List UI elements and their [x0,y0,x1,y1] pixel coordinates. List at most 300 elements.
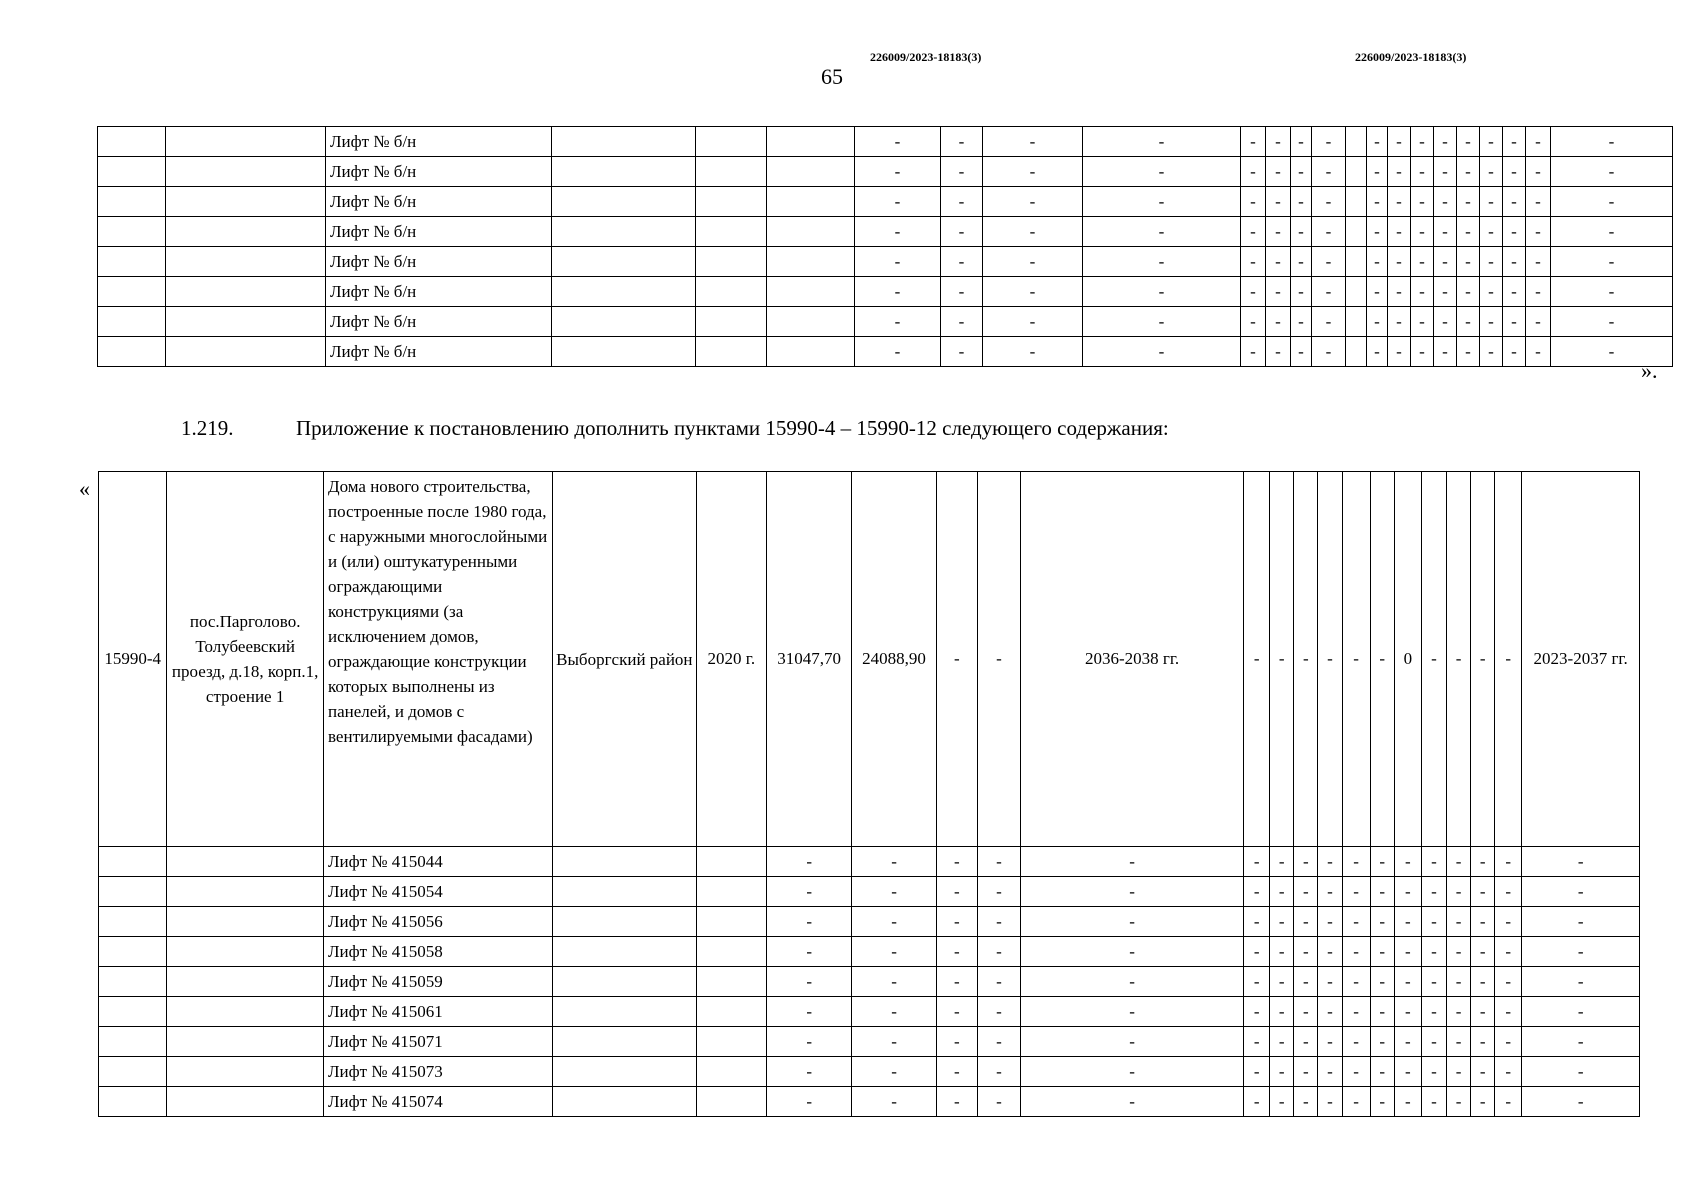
empty-cell [696,937,766,967]
value-cell: - [1244,937,1270,967]
value-cell: - [1021,937,1244,967]
empty-cell [99,967,167,997]
value-cell: - [977,877,1020,907]
value-cell: - [1446,997,1470,1027]
value-cell: - [852,967,936,997]
value-cell: - [941,247,983,277]
value-cell: - [1244,997,1270,1027]
value-cell: - [855,337,941,367]
value-cell: - [852,1087,936,1117]
value-cell: - [1270,847,1294,877]
value-cell: - [1551,337,1673,367]
value-cell: - [1446,937,1470,967]
value-cell: - [1342,937,1370,967]
empty-cell [696,1057,766,1087]
value-cell: - [983,157,1083,187]
lift-row [99,1027,1640,1057]
value-cell [1346,247,1367,277]
value-cell: - [852,847,936,877]
value-cell: - [977,847,1020,877]
empty-cell [99,937,167,967]
work-cell: - [1342,472,1370,847]
empty-cell [696,847,766,877]
value-cell: - [1241,217,1266,247]
lift-row [99,907,1640,937]
value-cell: - [1411,127,1434,157]
lift-row [99,967,1640,997]
value-cell: - [1370,937,1394,967]
value-cell: - [855,157,941,187]
value-cell [1346,337,1367,367]
value-cell: - [1421,937,1446,967]
building-col-1: - [936,472,977,847]
work-cell: - [1370,472,1394,847]
value-cell: - [855,127,941,157]
value-cell: - [1480,337,1503,367]
value-cell: - [1342,907,1370,937]
empty-cell [767,247,855,277]
lift-row [99,877,1640,907]
value-cell: - [1083,157,1241,187]
value-cell: - [936,937,977,967]
value-cell: - [1270,1087,1294,1117]
value-cell: - [936,907,977,937]
value-cell: - [1480,277,1503,307]
empty-cell [696,307,767,337]
empty-cell [696,967,766,997]
value-cell: - [1480,127,1503,157]
value-cell: - [852,1057,936,1087]
value-cell: - [855,187,941,217]
building-col-2: - [977,472,1020,847]
value-cell: - [1083,127,1241,157]
value-cell: - [941,157,983,187]
value-cell: - [1318,1057,1342,1087]
empty-cell [696,157,767,187]
value-cell: - [1394,877,1421,907]
value-cell: - [1342,877,1370,907]
empty-cell [99,1087,167,1117]
value-cell: - [1367,277,1388,307]
value-cell: - [1241,247,1266,277]
value-cell [1346,277,1367,307]
value-cell: - [1312,157,1346,187]
value-cell: - [1480,307,1503,337]
value-cell: - [1495,937,1522,967]
value-cell: - [1312,307,1346,337]
value-cell: - [983,217,1083,247]
value-cell: - [1367,307,1388,337]
value-cell: - [1394,1057,1421,1087]
lift-name: Лифт № б/н [326,337,552,367]
empty-cell [99,1027,167,1057]
value-cell: - [1388,247,1411,277]
work-cell: - [1294,472,1318,847]
lift-row [98,277,1673,307]
value-cell: - [1421,1057,1446,1087]
value-cell: - [983,187,1083,217]
value-cell: - [1241,157,1266,187]
value-cell: - [1522,967,1640,997]
value-cell: - [977,1087,1020,1117]
value-cell: - [1294,997,1318,1027]
value-cell: - [1471,1027,1495,1057]
value-cell: - [766,907,851,937]
value-cell: - [1495,997,1522,1027]
value-cell: - [1495,907,1522,937]
value-cell: - [1457,247,1480,277]
value-cell: - [1291,277,1312,307]
value-cell: - [977,967,1020,997]
value-cell [1346,187,1367,217]
value-cell: - [1312,187,1346,217]
empty-cell [167,877,324,907]
value-cell: - [1291,247,1312,277]
closing-quote: ». [1641,358,1658,383]
value-cell: - [1342,1087,1370,1117]
empty-cell [696,1027,766,1057]
lift-name: Лифт № 415073 [324,1057,553,1087]
value-cell: - [1270,997,1294,1027]
value-cell: - [1294,967,1318,997]
value-cell: - [1434,187,1457,217]
value-cell: - [1244,877,1270,907]
lift-name: Лифт № б/н [326,247,552,277]
value-cell: - [766,967,851,997]
value-cell: - [1526,337,1551,367]
value-cell: - [1394,1087,1421,1117]
value-cell [1346,307,1367,337]
value-cell: - [1291,127,1312,157]
value-cell: - [1294,1057,1318,1087]
lift-row [99,937,1640,967]
empty-cell [99,997,167,1027]
value-cell: - [1021,967,1244,997]
value-cell: - [1446,1027,1470,1057]
value-cell: - [1434,277,1457,307]
empty-cell [167,997,324,1027]
value-cell: - [1526,187,1551,217]
value-cell: - [1244,847,1270,877]
building-id: 15990-4 [99,472,167,847]
empty-cell [166,127,326,157]
value-cell: - [1270,1027,1294,1057]
value-cell: - [983,337,1083,367]
value-cell: - [1434,247,1457,277]
value-cell: - [983,307,1083,337]
value-cell: - [766,1027,851,1057]
value-cell: - [1434,217,1457,247]
value-cell: - [1495,1027,1522,1057]
value-cell: - [1522,877,1640,907]
empty-cell [98,277,166,307]
section-text: Приложение к постановлению дополнить пунктами 15990-4 – 15990-12 следующего содержания: [296,416,1169,440]
value-cell: - [1434,337,1457,367]
lift-name: Лифт № 415074 [324,1087,553,1117]
lift-name: Лифт № 415061 [324,997,553,1027]
value-cell: - [1266,337,1291,367]
value-cell: - [1471,967,1495,997]
value-cell: - [1394,997,1421,1027]
empty-cell [552,157,696,187]
value-cell: - [1434,307,1457,337]
value-cell: - [1551,277,1673,307]
value-cell: - [1342,1027,1370,1057]
lift-name: Лифт № б/н [326,187,552,217]
value-cell: - [1294,877,1318,907]
empty-cell [167,907,324,937]
value-cell: - [1244,907,1270,937]
value-cell: - [1370,1057,1394,1087]
lift-name: Лифт № 415056 [324,907,553,937]
value-cell: - [1522,1087,1640,1117]
value-cell: - [1446,1057,1470,1087]
work-cell: - [1270,472,1294,847]
value-cell: - [1021,997,1244,1027]
value-cell: - [1457,337,1480,367]
value-cell: - [1370,967,1394,997]
value-cell: - [941,187,983,217]
value-cell: - [1244,1027,1270,1057]
value-cell: - [1526,127,1551,157]
value-cell: - [1526,157,1551,187]
value-cell: - [1495,847,1522,877]
value-cell: - [1291,187,1312,217]
empty-cell [552,247,696,277]
empty-cell [553,907,697,937]
value-cell: - [1471,1057,1495,1087]
lift-name: Лифт № б/н [326,127,552,157]
value-cell: - [855,247,941,277]
empty-cell [98,217,166,247]
building-row [99,472,1640,847]
value-cell: - [1367,217,1388,247]
page-number: 65 [821,64,843,89]
value-cell: - [1446,1087,1470,1117]
value-cell: - [936,1027,977,1057]
value-cell: - [1021,847,1244,877]
value-cell: - [1411,247,1434,277]
value-cell: - [1388,217,1411,247]
lift-name: Лифт № 415071 [324,1027,553,1057]
empty-cell [552,307,696,337]
value-cell [1346,217,1367,247]
value-cell: - [936,1057,977,1087]
empty-cell [553,997,697,1027]
registration-number-right: 226009/2023-18183(3) [1355,50,1467,64]
work-cell: - [1495,472,1522,847]
empty-cell [99,847,167,877]
building-year: 2020 г. [696,472,766,847]
building-address: пос.Парголово. Толубеевский проезд, д.18, корп.1, строение 1 [167,472,324,847]
value-cell: - [1083,307,1241,337]
value-cell: - [1551,217,1673,247]
value-cell: - [1266,247,1291,277]
value-cell: - [1421,847,1446,877]
value-cell: - [1503,127,1526,157]
lift-row [98,247,1673,277]
value-cell: - [1434,127,1457,157]
building-area-total: 31047,70 [766,472,851,847]
empty-cell [166,157,326,187]
value-cell: - [1421,1027,1446,1057]
value-cell: - [1388,307,1411,337]
value-cell: - [1370,1027,1394,1057]
value-cell: - [1370,1087,1394,1117]
lift-name: Лифт № б/н [326,157,552,187]
value-cell: - [1244,1057,1270,1087]
value-cell: - [1551,247,1673,277]
value-cell: - [1480,187,1503,217]
value-cell: - [1457,217,1480,247]
value-cell: - [1434,157,1457,187]
value-cell: - [1503,337,1526,367]
value-cell: - [1421,1087,1446,1117]
empty-cell [553,1057,697,1087]
value-cell: - [1522,907,1640,937]
value-cell: - [766,847,851,877]
registration-number-left: 226009/2023-18183(3) [870,50,982,64]
value-cell: - [1446,907,1470,937]
value-cell: - [1342,1057,1370,1087]
lift-row [98,187,1673,217]
value-cell: - [1526,277,1551,307]
empty-cell [552,217,696,247]
value-cell: - [1503,277,1526,307]
value-cell: - [1471,847,1495,877]
value-cell: - [1318,997,1342,1027]
value-cell: - [1244,967,1270,997]
value-cell: - [1421,997,1446,1027]
value-cell: - [1241,337,1266,367]
value-cell: - [1394,1027,1421,1057]
empty-cell [166,217,326,247]
empty-cell [767,337,855,367]
empty-cell [696,907,766,937]
empty-cell [553,1087,697,1117]
empty-cell [553,847,697,877]
value-cell: - [1526,217,1551,247]
value-cell: - [941,217,983,247]
value-cell: - [936,877,977,907]
value-cell: - [1446,847,1470,877]
value-cell: - [1457,187,1480,217]
lift-name: Лифт № б/н [326,307,552,337]
empty-cell [696,127,767,157]
value-cell: - [1457,307,1480,337]
value-cell: - [1266,307,1291,337]
lift-name: Лифт № б/н [326,277,552,307]
value-cell: - [1291,217,1312,247]
value-cell: - [1551,157,1673,187]
empty-cell [696,877,766,907]
lift-row [98,157,1673,187]
value-cell: - [1421,877,1446,907]
empty-cell [696,187,767,217]
building-district: Выборгский район [553,472,697,847]
value-cell: - [936,847,977,877]
value-cell: - [1388,157,1411,187]
work-cell: - [1471,472,1495,847]
building-area-living: 24088,90 [852,472,936,847]
empty-cell [167,967,324,997]
value-cell: - [1388,187,1411,217]
value-cell: - [977,1027,1020,1057]
empty-cell [98,247,166,277]
value-cell: - [1241,307,1266,337]
lift-row [98,217,1673,247]
value-cell: - [1241,277,1266,307]
value-cell: - [1522,997,1640,1027]
empty-cell [98,337,166,367]
value-cell: - [852,877,936,907]
value-cell: - [1294,907,1318,937]
lift-name: Лифт № 415054 [324,877,553,907]
value-cell: - [852,907,936,937]
value-cell: - [1480,217,1503,247]
value-cell: - [1457,157,1480,187]
empty-cell [166,247,326,277]
empty-cell [166,307,326,337]
empty-cell [552,337,696,367]
value-cell: - [1471,937,1495,967]
value-cell: - [1367,187,1388,217]
value-cell: - [1270,967,1294,997]
value-cell: - [1495,967,1522,997]
value-cell: - [852,997,936,1027]
value-cell: - [1342,997,1370,1027]
value-cell: - [1367,157,1388,187]
value-cell: - [941,307,983,337]
building-table [98,471,1640,1117]
lift-name: Лифт № 415044 [324,847,553,877]
value-cell: - [977,997,1020,1027]
value-cell: - [1522,1027,1640,1057]
lift-row [98,127,1673,157]
value-cell: - [1457,127,1480,157]
value-cell: - [977,907,1020,937]
value-cell: - [1457,277,1480,307]
building-type: Дома нового строительства, построенные после 1980 года, с наружными многослойными и (или) оштукатуренными ограждающими конструкциями (за исключением домов, ограждающие конструкции которых выполнены из панелей, и домов с вентилируемыми фасадами) [324,472,553,847]
empty-cell [98,157,166,187]
value-cell: - [1411,187,1434,217]
value-cell: - [1342,847,1370,877]
value-cell: - [1021,1057,1244,1087]
lift-row [99,847,1640,877]
value-cell: - [1551,127,1673,157]
lift-row [99,1057,1640,1087]
value-cell: - [1270,877,1294,907]
value-cell: - [1495,1057,1522,1087]
value-cell: - [1388,127,1411,157]
lift-name: Лифт № б/н [326,217,552,247]
value-cell: - [1394,937,1421,967]
value-cell: - [1388,337,1411,367]
value-cell: - [1291,307,1312,337]
empty-cell [167,1057,324,1087]
value-cell: - [1291,157,1312,187]
value-cell: - [1522,1057,1640,1087]
value-cell: - [766,877,851,907]
value-cell: - [1318,847,1342,877]
lift-row [99,1087,1640,1117]
value-cell: - [1370,997,1394,1027]
value-cell: - [1503,247,1526,277]
value-cell: - [1411,337,1434,367]
value-cell: - [855,307,941,337]
value-cell: - [941,127,983,157]
section-number: 1.219. [181,416,234,440]
